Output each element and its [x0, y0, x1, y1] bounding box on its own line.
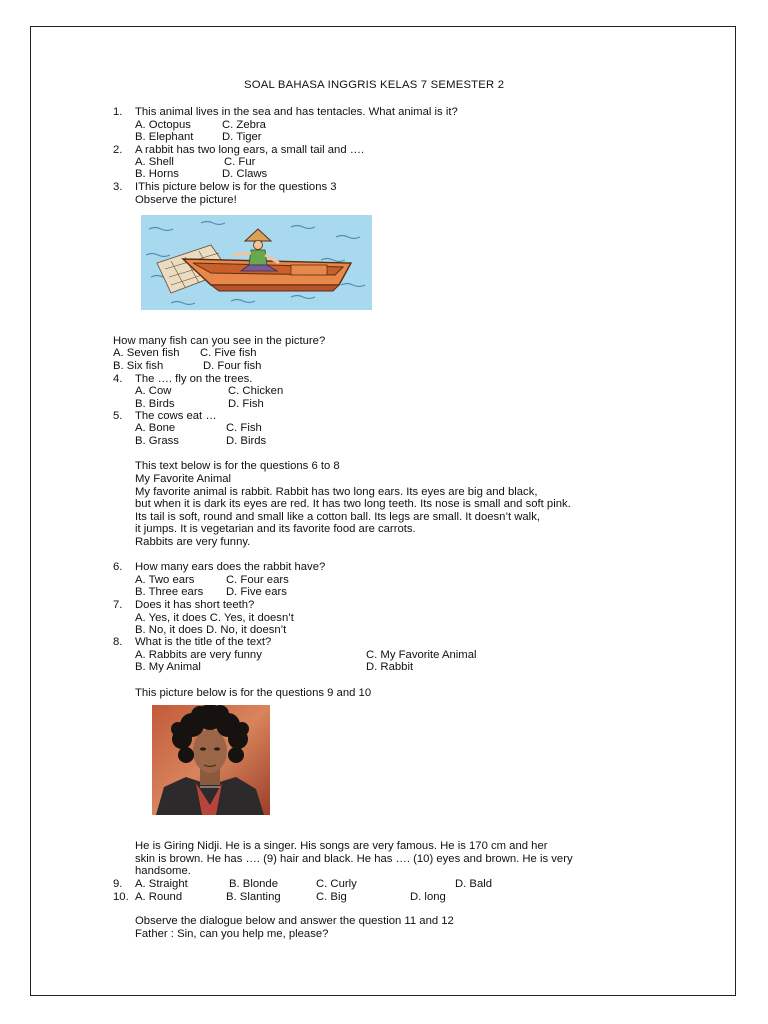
q5-option-a: A. Bone: [135, 422, 176, 434]
q1-option-c: C. Zebra: [222, 119, 266, 131]
q7-options-line2: B. No, it does D. No, it doesn’t: [135, 624, 287, 636]
passage1-intro: This text below is for the questions 6 to 8: [135, 460, 340, 472]
q5-option-d: D. Birds: [226, 435, 267, 447]
q5-option-b: B. Grass: [135, 435, 179, 447]
q3-option-b: B. Six fish: [113, 360, 164, 372]
singer-photo: [152, 705, 270, 815]
q2-option-c: C. Fur: [224, 156, 256, 168]
q7-options-line1: A. Yes, it does C. Yes, it doesn’t: [135, 612, 294, 624]
q6-option-a: A. Two ears: [135, 574, 195, 586]
q3-option-a: A. Seven fish: [113, 347, 180, 359]
q5-text: The cows eat …: [135, 410, 217, 422]
fisherman-boat-image: [141, 215, 372, 310]
q3-number: 3.: [113, 181, 123, 193]
q1-text: This animal lives in the sea and has tentacles. What animal is it?: [135, 106, 458, 118]
q4-option-c: C. Chicken: [228, 385, 284, 397]
q9-option-d: D. Bald: [455, 878, 493, 890]
passage2-line: He is Giring Nidji. He is a singer. His songs are very famous. He is 170 cm and her: [135, 840, 548, 852]
q3-option-d: D. Four fish: [203, 360, 262, 372]
dialogue-line: Father : Sin, can you help me, please?: [135, 928, 329, 940]
q1-option-b: B. Elephant: [135, 131, 194, 143]
q2-option-b: B. Horns: [135, 168, 179, 180]
q8-option-a: A. Rabbits are very funny: [135, 649, 262, 661]
q6-option-d: D. Five ears: [226, 586, 287, 598]
q2-option-a: A. Shell: [135, 156, 174, 168]
q5-option-c: C. Fish: [226, 422, 262, 434]
q8-option-c: C. My Favorite Animal: [366, 649, 477, 661]
q10-option-a: A. Round: [135, 891, 183, 903]
passage1-line: Rabbits are very funny.: [135, 536, 251, 548]
q2-option-d: D. Claws: [222, 168, 268, 180]
passage1-heading: My Favorite Animal: [135, 473, 232, 485]
q4-option-b: B. Birds: [135, 398, 175, 410]
q8-option-d: D. Rabbit: [366, 661, 414, 673]
q2-text: A rabbit has two long ears, a small tail and ….: [135, 144, 365, 156]
q10-option-c: C. Big: [316, 891, 347, 903]
q10-option-b: B. Slanting: [226, 891, 281, 903]
passage1-line: but when it is dark its eyes are red. It has two long teeth. Its nose is small and soft pink.: [135, 498, 571, 510]
q6-number: 6.: [113, 561, 123, 573]
q8-text: What is the title of the text?: [135, 636, 272, 648]
q8-number: 8.: [113, 636, 123, 648]
passage2-line: handsome.: [135, 865, 191, 877]
q7-number: 7.: [113, 599, 123, 611]
q1-option-a: A. Octopus: [135, 119, 191, 131]
q3-text: IThis picture below is for the questions 3: [135, 181, 337, 193]
q6-option-b: B. Three ears: [135, 586, 204, 598]
q4-number: 4.: [113, 373, 123, 385]
q2-number: 2.: [113, 144, 123, 156]
q9-number: 9.: [113, 878, 123, 890]
q6-text: How many ears does the rabbit have?: [135, 561, 326, 573]
q7-text: Does it has short teeth?: [135, 599, 255, 611]
q9-option-a: A. Straight: [135, 878, 188, 890]
q9-option-c: C. Curly: [316, 878, 357, 890]
dialogue-intro: Observe the dialogue below and answer the question 11 and 12: [135, 915, 454, 927]
q6-option-c: C. Four ears: [226, 574, 289, 586]
q10-number: 10.: [113, 891, 129, 903]
q9-option-b: B. Blonde: [229, 878, 278, 890]
q3-instruction: Observe the picture!: [135, 194, 237, 206]
q10-option-d: D. long: [410, 891, 446, 903]
q4-option-d: D. Fish: [228, 398, 264, 410]
q3-question: How many fish can you see in the picture?: [113, 335, 326, 347]
page-title: SOAL BAHASA INGGRIS KELAS 7 SEMESTER 2: [244, 79, 505, 91]
q3-option-c: C. Five fish: [200, 347, 257, 359]
q8-option-b: B. My Animal: [135, 661, 201, 673]
passage2-intro: This picture below is for the questions 9 and 10: [135, 687, 372, 699]
passage2-line: skin is brown. He has …. (9) hair and black. He has …. (10) eyes and brown. He is very: [135, 853, 573, 865]
q5-number: 5.: [113, 410, 123, 422]
q4-text: The …. fly on the trees.: [135, 373, 253, 385]
q1-option-d: D. Tiger: [222, 131, 262, 143]
passage1-line: Its tail is soft, round and small like a cotton ball. Its legs are small. It doesn’t walk,: [135, 511, 540, 523]
q1-number: 1.: [113, 106, 123, 118]
q4-option-a: A. Cow: [135, 385, 172, 397]
passage1-line: it jumps. It is vegetarian and its favorite food are carrots.: [135, 523, 416, 535]
passage1-line: My favorite animal is rabbit. Rabbit has two long ears. Its eyes are big and black,: [135, 486, 538, 498]
